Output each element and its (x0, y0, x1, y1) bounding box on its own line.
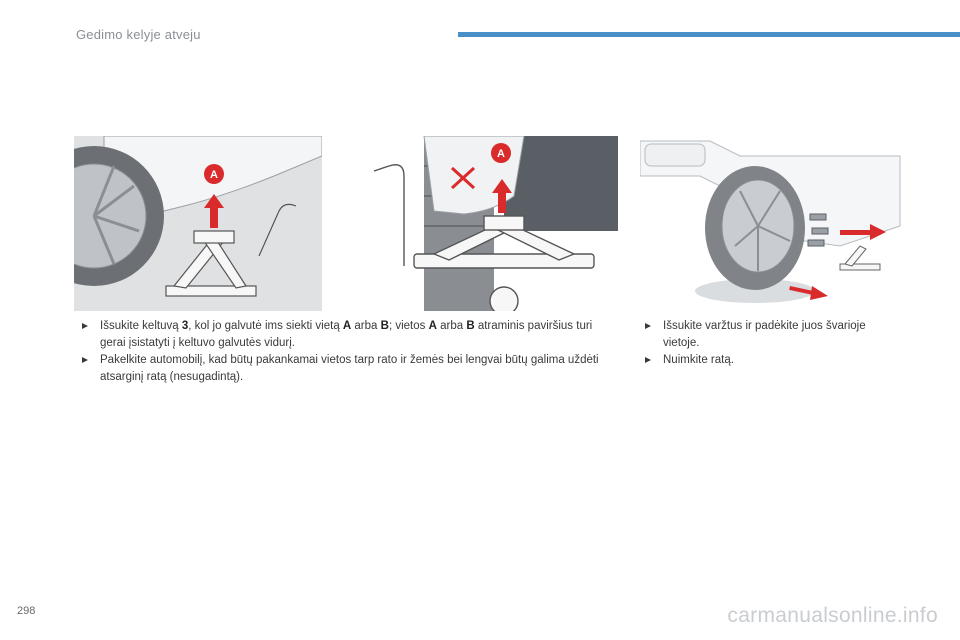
point-a-label-2: A (497, 148, 505, 160)
header-accent-bar (458, 32, 960, 37)
headlight (645, 144, 705, 166)
instruction-list-right (645, 318, 895, 369)
instruction-item: Išsukite keltuvą 3, kol jo galvutė ims siekti vietą A arba B; vietos A arba B atraminis paviršius turi gerai įsistatyti į keltuvo galvutės vidurį. (82, 318, 607, 352)
instruction-item: Nuimkite ratą. (645, 352, 895, 369)
page-number: 298 (17, 605, 36, 617)
instruction-item: Pakelkite automobilį, kad būtų pakankamai vietos tarp rato ir žemės bei lengvai būtų galima uždėti atsarginį ratą (nesugadintą). (82, 352, 607, 386)
figure-jack-under-sill (74, 136, 322, 311)
triangle-bullet-icon (645, 323, 651, 329)
watermark: carmanualsonline.info (727, 604, 938, 627)
instruction-item: Išsukite varžtus ir padėkite juos švarioje vietoje. (645, 318, 895, 352)
point-a-label: A (210, 169, 218, 181)
triangle-bullet-icon (645, 357, 651, 363)
figure-jack-closeup (364, 136, 618, 311)
page-header-title: Gedimo kelyje atveju (76, 27, 201, 42)
triangle-bullet-icon (82, 357, 88, 363)
triangle-bullet-icon (82, 323, 88, 329)
figure-remove-wheel-bolts (640, 136, 908, 311)
instruction-list-left (82, 318, 607, 386)
